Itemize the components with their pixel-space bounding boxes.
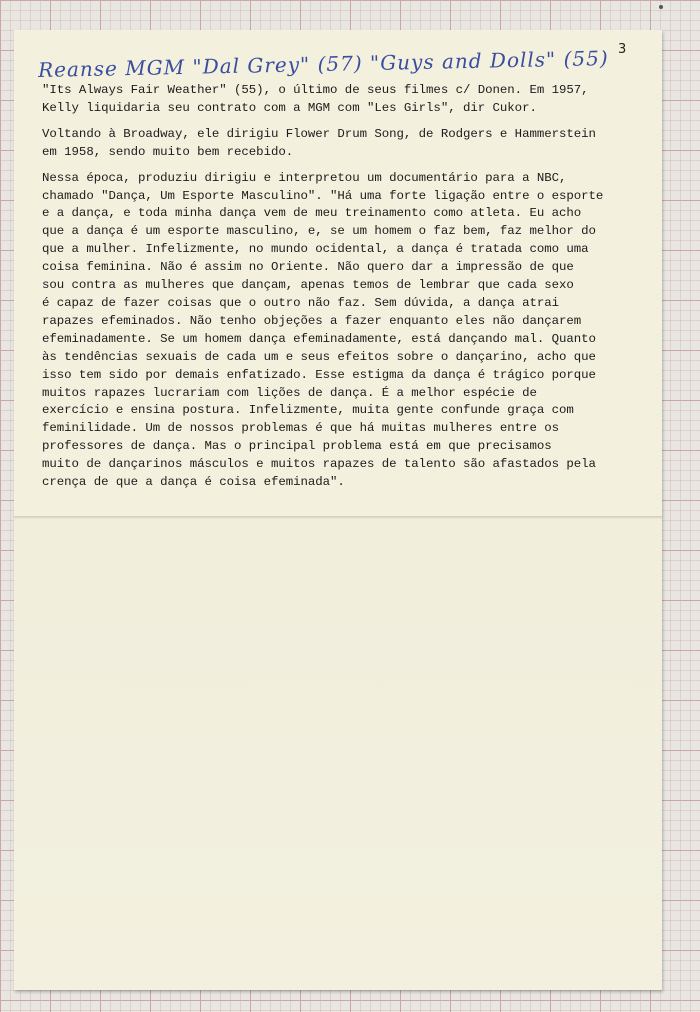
page-number: 3 (618, 42, 627, 57)
typed-line: é capaz de fazer coisas que o outro não faz. Sem dúvida, a dança atrai (42, 295, 559, 310)
page-fold (14, 516, 662, 519)
typed-line: exercício e ensina postura. Infelizmente, muita gente confunde graça com (42, 403, 574, 418)
typed-line: isso tem sido por demais enfatizado. Esse estigma da dança é trágico porque (42, 367, 596, 382)
paragraph (42, 126, 654, 162)
paragraph (42, 82, 654, 118)
paragraph-gap (42, 118, 654, 126)
handwritten-note: Reanse MGM "Dal Grey" (57) "Guys and Dolls" (55) (37, 46, 609, 82)
paragraph-gap (42, 162, 654, 170)
typed-line: "Its Always Fair Weather" (55), o último de seus filmes c/ Donen. Em 1957, (42, 83, 589, 97)
typed-line: muitos rapazes lucrariam com lições de dança. É a melhor espécie de (42, 385, 537, 400)
typed-line: Kelly liquidaria seu contrato com a MGM com "Les Girls", dir Cukor. (42, 100, 537, 115)
typed-line: efeminadamente. Se um homem dança efeminadamente, está dançando mal. Quanto (42, 331, 596, 346)
typed-line: e a dança, e toda minha dança vem de meu treinamento como atleta. Eu acho (42, 206, 582, 221)
typed-line: Voltando à Broadway, ele dirigiu Flower Drum Song, de Rodgers e Hammerstein (42, 126, 596, 141)
typed-line: Nessa época, produziu dirigiu e interpretou um documentário para a NBC, (42, 170, 567, 185)
typed-line: coisa feminina. Não é assim no Oriente. Não quero dar a impressão de que (42, 260, 574, 275)
lower-half (14, 519, 662, 990)
typed-line: que a dança é um esporte masculino, e, se um homem o faz bem, faz melhor do (42, 224, 596, 239)
typed-page (14, 30, 662, 990)
typed-line: que a mulher. Infelizmente, no mundo ocidental, a dança é tratada como uma (42, 242, 589, 257)
typed-line: sou contra as mulheres que dançam, apenas temos de lembrar que cada sexo (42, 278, 574, 293)
typed-line: às tendências sexuais de cada um e seus efeitos sobre o dançarino, acho que (42, 349, 596, 364)
paragraph (42, 170, 654, 492)
typed-line: feminilidade. Um de nossos problemas é que há muitas mulheres entre os (42, 421, 559, 436)
typed-line: rapazes efeminados. Não tenho objeções a fazer enquanto eles não dançarem (42, 313, 582, 328)
typed-text (42, 82, 654, 492)
typed-line: em 1958, sendo muito bem recebido. (42, 144, 294, 159)
typed-line: muito de dançarinos másculos e muitos rapazes de talento são afastados pela (42, 457, 596, 472)
typed-line: professores de dança. Mas o principal problema está em que precisamos (42, 439, 552, 454)
typed-line: chamado "Dança, Um Esporte Masculino". "Há uma forte ligação entre o esporte (42, 188, 604, 203)
typed-line: crença de que a dança é coisa efeminada". (42, 475, 345, 490)
pin-hole (659, 5, 663, 9)
